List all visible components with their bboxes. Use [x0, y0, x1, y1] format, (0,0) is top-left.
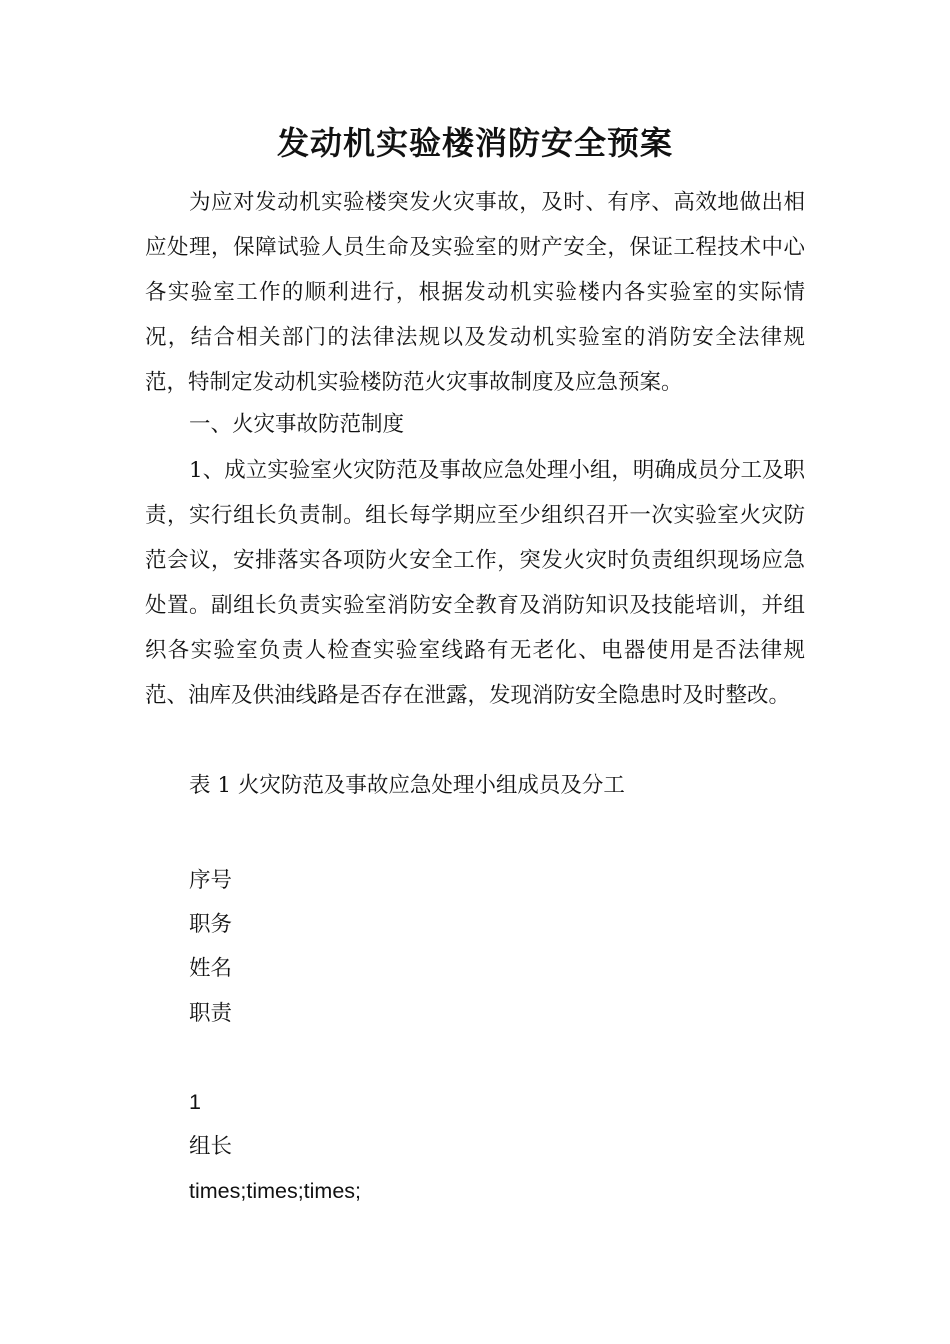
- table-header-duty: 职责: [189, 1001, 233, 1026]
- section-heading: 一、火灾事故防范制度: [189, 412, 405, 437]
- table-cell-position: 组长: [189, 1134, 233, 1159]
- table-header-name: 姓名: [189, 956, 233, 981]
- table-header-position: 职务: [189, 912, 233, 937]
- table-cell-number: 1: [189, 1090, 201, 1114]
- intro-paragraph: 为应对发动机实验楼突发火灾事故，及时、有序、高效地做出相应处理，保障试验人员生命及实验室的财产安全，保证工程技术中心各实验室工作的顺利进行，根据发动机实验楼内各实验室的实际情况，结合相关部门的法律法规以及发动机实验室的消防安全法律规范，特制定发动机实验楼防范火灾事故制度及应急预案。: [145, 190, 805, 395]
- table-caption: 表 1 火灾防范及事故应急处理小组成员及分工: [189, 773, 625, 798]
- table-cell-name: times;times;times;: [189, 1179, 362, 1203]
- table-header-number: 序号: [189, 868, 233, 893]
- item-1-paragraph: 1、成立实验室火灾防范及事故应急处理小组，明确成员分工及职责，实行组长负责制。组长每学期应至少组织召开一次实验室火灾防范会议，安排落实各项防火安全工作，突发火灾时负责组织现场应急处置。副组长负责实验室消防安全教育及消防知识及技能培训，并组织各实验室负责人检查实验室线路有无老化、电器使用是否法律规范、油库及供油线路是否存在泄露，发现消防安全隐患时及时整改。: [145, 458, 805, 708]
- document-title: 发动机实验楼消防安全预案: [276, 124, 673, 162]
